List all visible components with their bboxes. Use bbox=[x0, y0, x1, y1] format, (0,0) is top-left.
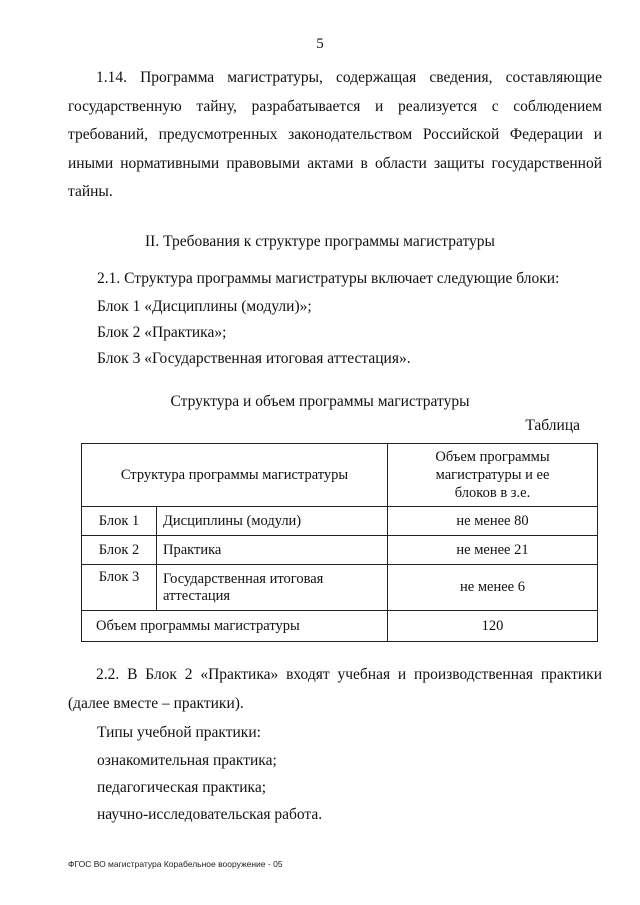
table-row bbox=[82, 536, 598, 565]
row-name: Дисциплины (модули) bbox=[157, 507, 388, 536]
total-value: 120 bbox=[388, 611, 598, 642]
row-name bbox=[157, 565, 388, 611]
table-label: Таблица bbox=[525, 417, 580, 434]
row-volume: не менее 21 bbox=[388, 536, 598, 565]
practice-type-item-2: педагогическая практика; bbox=[97, 779, 267, 796]
header-volume-text: Объем программы магистратуры и ее блоков в з.е. bbox=[435, 449, 550, 501]
table-row bbox=[82, 507, 598, 536]
header-structure: Структура программы магистратуры bbox=[82, 444, 388, 507]
table-header-row bbox=[82, 444, 598, 507]
paragraph-1-14 bbox=[68, 64, 602, 207]
header-volume bbox=[388, 444, 598, 507]
row-name: Практика bbox=[157, 536, 388, 565]
table-caption: Структура и объем программы магистратуры bbox=[170, 393, 470, 410]
row-block: Блок 1 bbox=[82, 507, 157, 536]
table-row bbox=[82, 565, 598, 611]
page-number: 5 bbox=[316, 36, 324, 52]
structure-table bbox=[81, 443, 598, 642]
block-list-item-2: Блок 2 «Практика»; bbox=[97, 324, 227, 341]
paragraph-2-2 bbox=[68, 661, 602, 718]
total-label: Объем программы магистратуры bbox=[82, 611, 388, 642]
paragraph-2-1: 2.1. Структура программы магистратуры включает следующие блоки: bbox=[97, 270, 560, 287]
practice-types-title: Типы учебной практики: bbox=[97, 724, 261, 741]
row-block: Блок 2 bbox=[82, 536, 157, 565]
row-volume: не менее 80 bbox=[388, 507, 598, 536]
block-list-item-3: Блок 3 «Государственная итоговая аттестация». bbox=[97, 350, 411, 367]
row-volume: не менее 6 bbox=[388, 565, 598, 611]
row-block: Блок 3 bbox=[82, 565, 157, 611]
paragraph-1-14-text: 1.14. Программа магистратуры, содержащая сведения, составляющие государственную тайну, разрабатывается и реализуется с соблюдением требований, предусмотренных законодательством Российской Федерации и иными нормативными правовыми актами в области защиты государственной тайны. bbox=[68, 69, 602, 200]
practice-type-item-1: ознакомительная практика; bbox=[97, 752, 277, 769]
block-list-item-1: Блок 1 «Дисциплины (модули)»; bbox=[97, 298, 312, 315]
row-name-text: Государственная итоговая аттестация bbox=[163, 570, 324, 604]
section-title: II. Требования к структуре программы магистратуры bbox=[145, 233, 495, 250]
practice-type-item-3: научно-исследовательская работа. bbox=[97, 806, 323, 823]
paragraph-2-2-text: 2.2. В Блок 2 «Практика» входят учебная и производственная практики (далее вместе – практики). bbox=[68, 666, 602, 712]
footer-note: ФГОС ВО магистратура Корабельное вооружение - 05 bbox=[68, 859, 283, 869]
table-total-row bbox=[82, 611, 598, 642]
